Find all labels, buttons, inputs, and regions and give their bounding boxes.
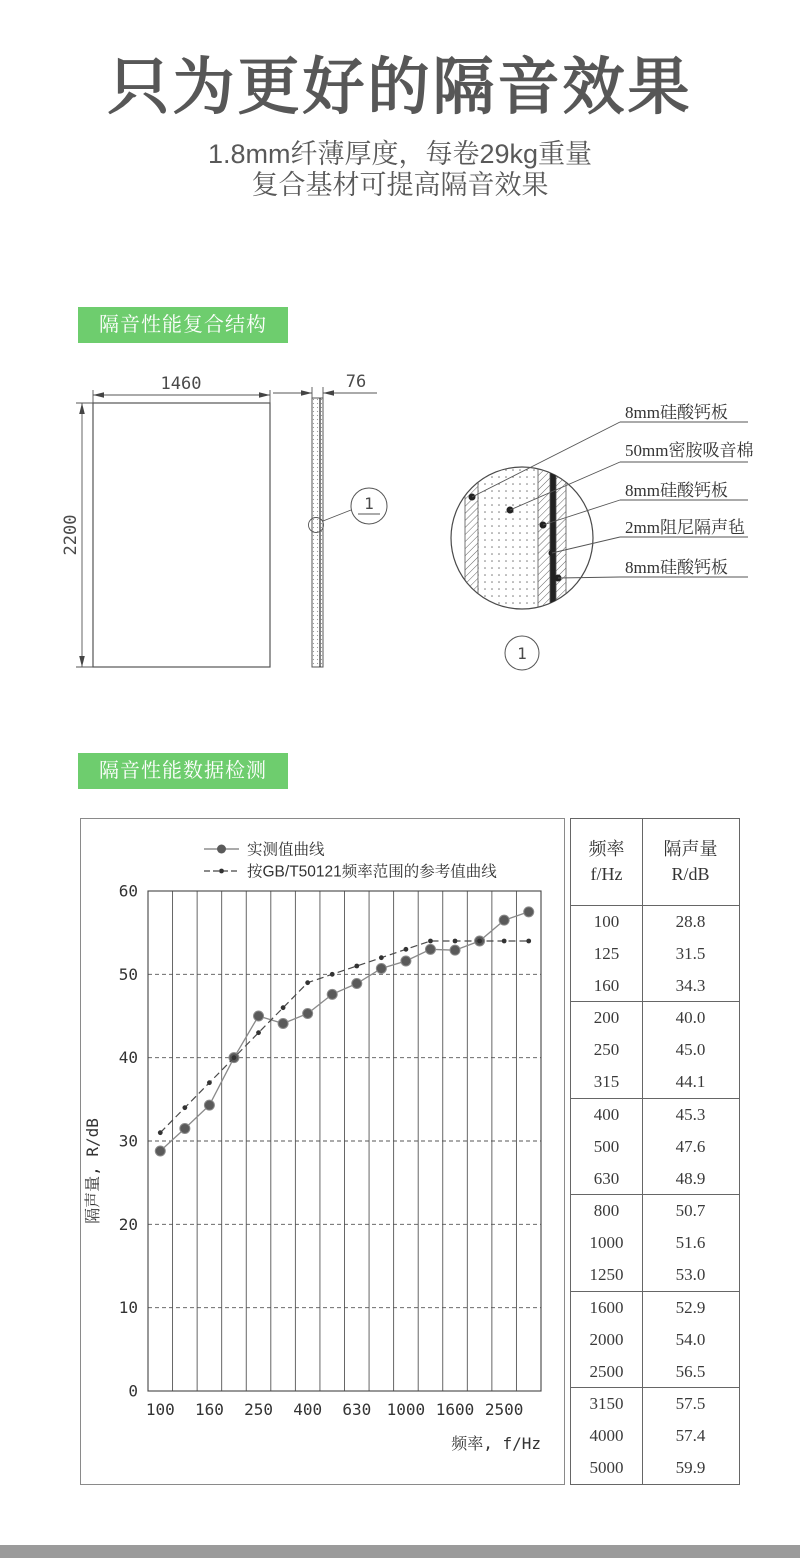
- cell-insulation: 48.9: [675, 1168, 706, 1188]
- cell-frequency: 2500: [589, 1361, 624, 1381]
- chart-panel: [80, 818, 565, 1485]
- layer-label-1: 8mm硅酸钙板: [625, 403, 728, 422]
- series-point-1: [428, 939, 433, 944]
- cell-frequency: 1000: [589, 1233, 624, 1253]
- series-point-0: [303, 1009, 313, 1019]
- width-dimension-label: 1460: [160, 374, 202, 394]
- layer-label-2: 50mm密胺吸音棉: [625, 441, 754, 460]
- y-tick-label: 20: [118, 1214, 138, 1234]
- y-tick-label: 50: [118, 964, 138, 984]
- series-point-0: [278, 1019, 288, 1029]
- thickness-dimension-label: 76: [345, 372, 367, 392]
- series-point-1: [453, 939, 458, 944]
- y-tick-label: 10: [118, 1298, 138, 1318]
- series-point-1: [404, 947, 409, 952]
- layer-label-4: 2mm阻尼隔声毡: [625, 518, 745, 537]
- cell-insulation: 57.4: [675, 1426, 706, 1446]
- layer-label-3: 8mm硅酸钙板: [625, 481, 728, 500]
- header-insulation-unit: R/dB: [671, 864, 710, 884]
- structure-drawing: [0, 370, 800, 705]
- series-point-1: [158, 1130, 163, 1135]
- series-point-0: [425, 944, 435, 954]
- table-row: [571, 1194, 739, 1227]
- series-point-1: [232, 1055, 237, 1060]
- y-tick-label: 60: [118, 881, 138, 901]
- header-frequency-cn: 频率: [588, 839, 625, 859]
- x-tick-label: 400: [293, 1400, 323, 1419]
- table-row: [571, 1131, 739, 1163]
- table-row: [571, 1163, 739, 1195]
- cell-insulation: 34.3: [675, 975, 706, 995]
- table-row: [571, 1387, 739, 1420]
- cell-frequency: 800: [593, 1201, 620, 1221]
- x-tick-label: 100: [145, 1400, 175, 1419]
- y-tick-label: 30: [118, 1131, 138, 1151]
- cell-frequency: 125: [593, 943, 620, 963]
- series-point-0: [327, 989, 337, 999]
- cell-insulation: 52.9: [675, 1297, 706, 1317]
- detail-view: [451, 403, 753, 670]
- series-point-0: [204, 1100, 214, 1110]
- series-point-1: [207, 1080, 212, 1085]
- table-row: [571, 1420, 739, 1452]
- header: [0, 52, 800, 201]
- legend-label: 实测值曲线: [247, 841, 325, 859]
- footer-bar: [0, 1545, 800, 1558]
- x-tick-label: 1000: [386, 1400, 426, 1419]
- data-table: [570, 818, 740, 1485]
- series-point-1: [256, 1030, 261, 1035]
- cell-frequency: 315: [593, 1072, 620, 1092]
- detail-number: 1: [517, 644, 527, 663]
- x-tick-label: 1600: [435, 1400, 475, 1419]
- cell-insulation: 56.5: [675, 1361, 706, 1381]
- table-body: [571, 906, 739, 1484]
- cell-frequency: 4000: [589, 1426, 624, 1446]
- series-point-0: [352, 979, 362, 989]
- table-header-frequency: [571, 819, 642, 905]
- y-tick-label: 40: [118, 1048, 138, 1068]
- table-header: [571, 819, 739, 906]
- layer-label-5: 8mm硅酸钙板: [625, 558, 728, 577]
- cell-frequency: 2000: [589, 1329, 624, 1349]
- table-row: [571, 1227, 739, 1259]
- series-point-1: [330, 972, 335, 977]
- table-row: [571, 1291, 739, 1324]
- cell-insulation: 53.0: [675, 1265, 706, 1285]
- y-axis-title: 隔声量, R/dB: [83, 1118, 102, 1224]
- table-row: [571, 970, 739, 1002]
- x-tick-label: 160: [194, 1400, 224, 1419]
- panel-front-view: [61, 374, 270, 667]
- cell-frequency: 500: [593, 1136, 620, 1156]
- cell-insulation: 54.0: [675, 1329, 706, 1349]
- legend-marker-point: [217, 845, 226, 854]
- series-point-1: [354, 964, 359, 969]
- series-point-0: [524, 907, 534, 917]
- cell-frequency: 160: [593, 975, 620, 995]
- cell-insulation: 44.1: [675, 1072, 706, 1092]
- table-row: [571, 1259, 739, 1291]
- series-point-1: [477, 939, 482, 944]
- legend-label: 按GB/T50121频率范围的参考值曲线: [247, 863, 497, 881]
- cell-insulation: 57.5: [675, 1394, 706, 1414]
- cell-insulation: 45.3: [675, 1104, 706, 1124]
- table-row: [571, 1098, 739, 1131]
- cell-insulation: 50.7: [675, 1201, 706, 1221]
- series-point-0: [376, 964, 386, 974]
- table-row: [571, 938, 739, 970]
- callout-number: 1: [364, 494, 374, 513]
- insulation-chart: [81, 819, 564, 1484]
- table-row: [571, 1324, 739, 1356]
- series-point-1: [502, 939, 507, 944]
- series-point-1: [526, 939, 531, 944]
- page-title: 只为更好的隔音效果: [107, 53, 693, 122]
- cell-insulation: 28.8: [675, 911, 706, 931]
- cell-frequency: 250: [593, 1040, 620, 1060]
- series-point-1: [305, 980, 310, 985]
- subtitle-line-2: 复合基材可提高隔音效果: [251, 170, 549, 201]
- cell-insulation: 45.0: [675, 1040, 706, 1060]
- section-badge-structure: 隔音性能复合结构: [78, 307, 288, 343]
- cell-insulation: 51.6: [675, 1233, 706, 1253]
- table-row: [571, 906, 739, 938]
- legend-marker-point: [219, 869, 224, 874]
- series-point-0: [254, 1011, 264, 1021]
- series-point-0: [450, 945, 460, 955]
- table-row: [571, 1452, 739, 1484]
- series-point-0: [401, 956, 411, 966]
- series-point-1: [281, 1005, 286, 1010]
- table-column-divider: [642, 819, 643, 1484]
- cell-insulation: 40.0: [675, 1008, 706, 1028]
- table-row: [571, 1356, 739, 1388]
- cell-frequency: 100: [593, 911, 620, 931]
- cell-frequency: 630: [593, 1168, 620, 1188]
- cell-frequency: 200: [593, 1008, 620, 1028]
- cell-frequency: 400: [593, 1104, 620, 1124]
- table-row: [571, 1034, 739, 1066]
- x-tick-label: 630: [342, 1400, 372, 1419]
- series-point-0: [180, 1124, 190, 1134]
- table-row: [571, 1066, 739, 1098]
- cell-frequency: 1250: [589, 1265, 624, 1285]
- section-badge-data-test: 隔音性能数据检测: [78, 753, 288, 789]
- table-header-insulation: [642, 819, 739, 905]
- cell-frequency: 3150: [589, 1394, 624, 1414]
- height-dimension-label: 2200: [61, 514, 81, 556]
- series-point-0: [155, 1146, 165, 1156]
- cell-insulation: 47.6: [675, 1136, 706, 1156]
- series-point-0: [499, 915, 509, 925]
- series-point-1: [379, 955, 384, 960]
- header-frequency-unit: f/Hz: [590, 864, 623, 884]
- cell-frequency: 5000: [589, 1457, 624, 1477]
- y-tick-label: 0: [128, 1381, 138, 1401]
- cell-frequency: 1600: [589, 1297, 624, 1317]
- x-axis-title: 频率, f/Hz: [451, 1434, 541, 1453]
- header-insulation-cn: 隔声量: [663, 839, 718, 859]
- table-row: [571, 1001, 739, 1034]
- panel-side-view: [273, 372, 387, 667]
- subtitle-line-1: 1.8mm纤薄厚度，每卷29kg重量: [207, 139, 593, 170]
- cell-insulation: 31.5: [675, 943, 706, 963]
- x-tick-label: 2500: [484, 1400, 524, 1419]
- series-point-1: [182, 1105, 187, 1110]
- x-tick-label: 250: [244, 1400, 273, 1419]
- cell-insulation: 59.9: [675, 1457, 706, 1477]
